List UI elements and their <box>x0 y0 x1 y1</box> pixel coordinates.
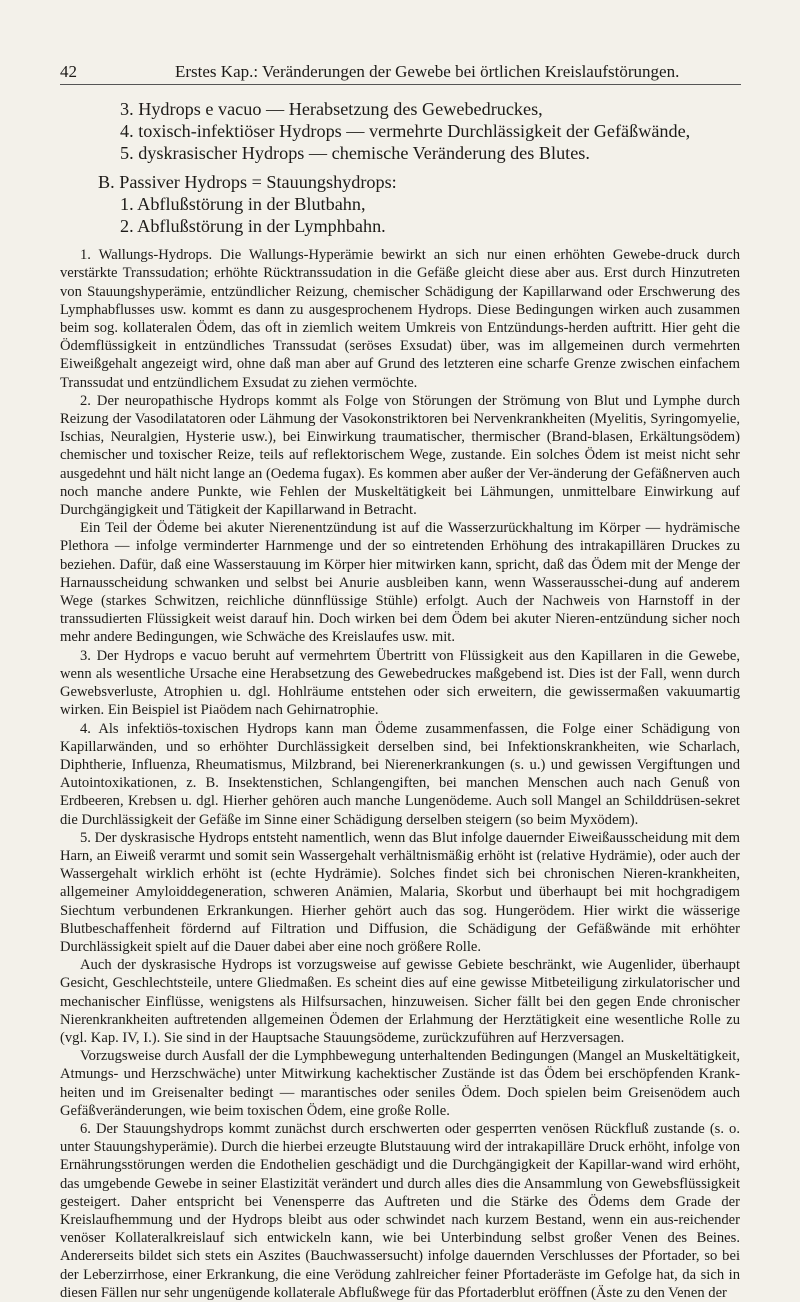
running-header <box>60 62 741 85</box>
paragraph: Vorzugsweise durch Ausfall der die Lymphbewegung unterhaltenden Bedingungen (Mangel an Muskeltätigkeit, Atmungs- und Herzschwäche) unter Mitwirkung kachektischer Zustände ist das Ödem bei erschöpfenden Krank-heiten und im Greisenalter bedingt — marantisches oder seniles Ödem. Doch spielen beim Greisenödem auch Gefäßveränderungen, wie beim toxischen Ödem, eine große Rolle. <box>60 1048 740 1119</box>
paragraph: 3. Der Hydrops e vacuo beruht auf vermehrtem Übertritt von Flüssigkeit aus den Kapillaren in die Gewebe, wenn als wesentliche Ursache eine Herabsetzung des Gewebedruckes maßgebend ist. Dies ist der Fall, wenn durch Gewebsverluste, Atrophien u. dgl. Hohlräume entstehen oder sich erweitern, die gewissermaßen vakuumartig wirken. Ein Beispiel ist Piaödem nach Gehirnatrophie. <box>60 647 740 719</box>
list-item: 4. toxisch-infektiöser Hydrops — vermehrte Durchlässigkeit der Gefäßwände, <box>120 121 691 142</box>
list-item: 5. dyskrasischer Hydrops — chemische Veränderung des Blutes. <box>120 143 590 164</box>
list-item: 1. Abflußstörung in der Blutbahn, <box>120 193 366 214</box>
list-item: 2. Abflußstörung in der Lymphbahn. <box>120 216 386 237</box>
paragraph: Ein Teil der Ödeme bei akuter Nierenentzündung ist auf die Wasserzurückhaltung im Körper — hydrämische Plethora — infolge verminderter Harnmenge und der so eintretenden Erhöhung des intrakapillären Druckes zu beziehen. Dafür, daß eine Wasserstauung im Körper hier mitwirken kann, spricht, daß das Ödem mit der Menge der Harnausscheidung schwanken und selbst bei Anurie ausbleiben kann, wenn Wasserausschei-dung auf anderem Wege (starkes Schwitzen, reichliche dünnflüssige Stühle) erfolgt. Auch der Nachweis von Harnstoff in der transsudierten Flüssigkeit weist darauf hin. Doch wirken bei dem Ödem bei akuter Nieren-entzündung sicher noch mehr andere Bedingungen, wie Schwäche des Kreislaufes usw. mit. <box>60 520 740 646</box>
list-item: 3. Hydrops e vacuo — Herabsetzung des Gewebedruckes, <box>120 99 543 119</box>
paragraph: 1. Wallungs-Hydrops. Die Wallungs-Hyperämie bewirkt an sich nur einen erhöhten Gewebe-druck durch verstärkte Transsudation; erhöhte Rücktranssudation in die Gefäße gleicht diese aber aus. Erst durch Hinzutreten von Stauungshyperämie, entzündlicher Reizung, chemischer Schädigung der Kapillarwand oder Erschwerung des Lymphabflusses usw. kommt es dann zu ausgesprochenem Hydrops. Diese Bedingungen wirken auch zusammen beim sog. kollateralen Ödem, das oft in ziemlich weitem Umkreis von Entzündungs-herden auftritt. Hier geht die Ödemflüssigkeit in entzündliches Transsudat (seröses Exsudat) über, was im allgemeinen durch vermehrten Eiweißgehalt angezeigt wird, ohne daß man aber auf Grund des letzteren eine scharfe Grenze zwischen einfachem Transsudat und entzündlichem Exsudat zu ziehen vermöchte. <box>60 247 740 391</box>
paragraph: 4. Als infektiös-toxischen Hydrops kann man Ödeme zusammenfassen, die Folge einer Schädigung von Kapillarwänden, und so erhöhter Durchlässigkeit derselben sind, bei Infektionskrankheiten, wie Scharlach, Diphtherie, Influenza, Rheumatismus, Milzbrand, bei Nierenerkrankungen (s. u.) und gewissen Vergiftungen und Autointoxikationen, z. B. Insektenstichen, Schlangengiften, bei manchen Menschen auch nach Genuß von Erdbeeren, Krebsen u. dgl. Hierher gehören auch manche Lungenödeme. Auch soll Mangel an Schilddrüsen-sekret die Durchlässigkeit der Gefäße im Sinne einer Schädigung derselben steigern (so beim Myxödem). <box>60 720 740 828</box>
paragraph: 6. Der Stauungshydrops kommt zunächst durch erschwerten oder gesperrten venösen Rückfluß zustande (s. o. unter Stauungshyperämie). Durch die hierbei erzeugte Blutstauung wird der intrakapilläre Druck erhöht, infolge von Ernährungsstörungen werden die Endothelien geschädigt und die Durchgängigkeit der Kapillar-wand wird erhöht, das umgebende Gewebe in seiner Elastizität verändert und durch alles dies die Ansammlung von Gewebsflüssigkeit gesteigert. Daher entspricht bei Venensperre das Auftreten und die Stärke des Ödems dem Grade der Kreislaufhemmung und der Hydrops bleibt aus oder schwindet nach kurzem Bestand, wenn ein aus-reichender venöser Kollateralkreislauf sich entwickeln kann, wie bei Unterbindung selbst großer Venen des Beines. Andererseits bildet sich stets ein Aszites (Bauchwassersucht) infolge dauernden Verschlusses der Pfortader, so bei der Leberzirrhose, einer Erkrankung, die eine Verödung zahlreicher feiner Pfortaderäste im Gefolge hat, da sich in diesen Fällen nur sehr ungenügende kollaterale Abflußwege für das Pfortaderblut eröffnen (Äste zu den Venen der <box>60 1120 740 1301</box>
page-number: 42 <box>60 62 77 81</box>
paragraph: Auch der dyskrasische Hydrops ist vorzugsweise auf gewisse Gebiete beschränkt, wie Augenlider, überhaupt Gesicht, Geschlechtsteile, untere Gliedmaßen. Es scheint dies auf eine gewisse Mitbeteiligung zirkulatorischer und mechanischer Einflüsse, wenigstens als Hilfsursachen, hinzuweisen. Sicher fällt bei den gegen Ende chronischer Nierenkrankheiten auftretenden allgemeinen Ödemen der Erlahmung der Herztätigkeit eine wesentliche Rolle zu (vgl. Kap. IV, I.). Sie sind in der Hauptsache Stauungsödeme, zurückzuführen auf Herzversagen. <box>60 957 740 1046</box>
page-body <box>60 98 740 1302</box>
paragraph: 2. Der neuropathische Hydrops kommt als Folge von Störungen der Strömung von Blut und Lymphe durch Reizung der Vasodilatatoren oder Lähmung der Vasokonstriktoren bei Nervenkrankheiten (Myelitis, Syringomyelie, Ischias, Neuralgien, Hysterie usw.), bei Einwirkung traumatischer, thermischer (Brand-blasen, Erkältungsödem) chemischer und toxischer Reize, teils auf reflektorischem Wege, zustande. Ein solches Ödem ist meist nicht sehr ausgedehnt und hält nicht lange an (Oedema fugax). Es kommen aber außer der Ver-änderung der Gefäßnerven auch noch manche andere Punkte, wie Fehlen der Muskeltätigkeit bei Lähmungen, unmittelbare Einwirkung auf Durchgängigkeit und Tätigkeit der Kapillarwand in Betracht. <box>60 392 740 519</box>
paragraph: 5. Der dyskrasische Hydrops entsteht namentlich, wenn das Blut infolge dauernder Eiweißausscheidung mit dem Harn, an Eiweiß verarmt und somit sein Wassergehalt verhältnismäßig erhöht ist (relative Hydrämie), oder auch der Wassergehalt wirklich erhöht ist (echte Hydrämie). Solches findet sich bei chronischen Nieren-krankheiten, allgemeiner Amyloiddegeneration, schweren Anämien, Malaria, Skorbut und überhaupt bei mit hochgradigem Siechtum verbundenen Erkrankungen. Hierher gehört auch das sog. Hungerödem. Hier wirkt die wässerige Blutbeschaffenheit fördernd auf Filtration und Diffusion, die Schädigung der Gefäßwände mit erhöhter Durchlässigkeit spielt auf die Dauer dabei aber eine noch größere Rolle. <box>60 829 740 955</box>
running-title: Erstes Kap.: Veränderungen der Gewebe bei örtlichen Kreislaufstörungen. <box>175 62 680 81</box>
section-heading-b: B. Passiver Hydrops = Stauungshydrops: <box>98 171 397 192</box>
